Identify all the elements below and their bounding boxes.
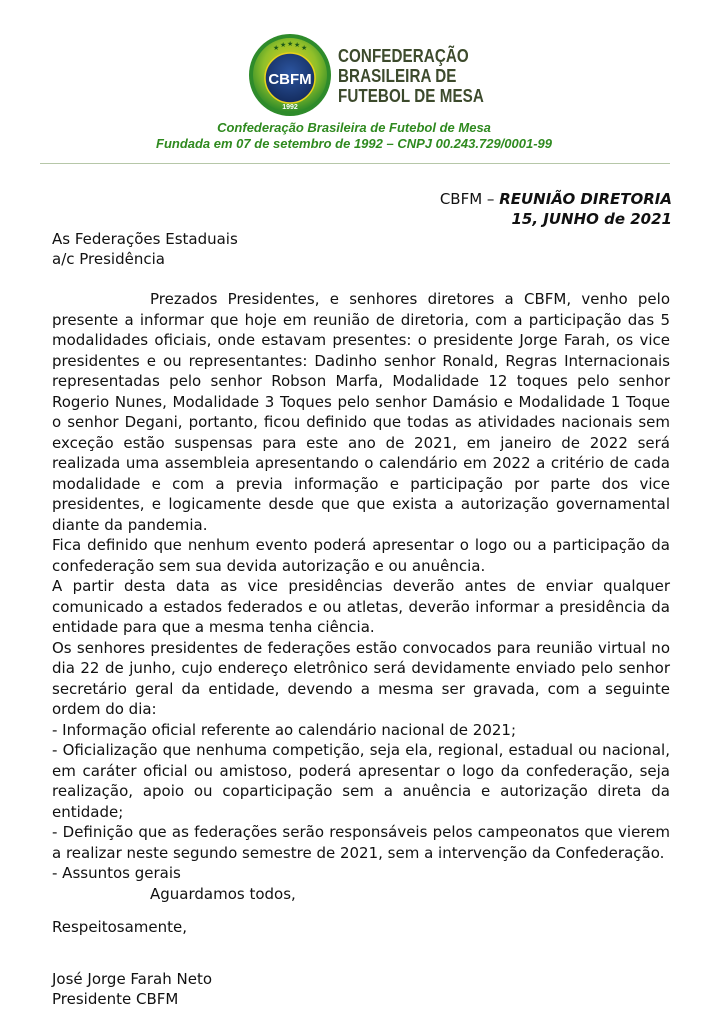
addressee-line: a/c Presidência bbox=[52, 250, 165, 268]
body-paragraph: Prezados Presidentes, e senhores diretores a CBFM, venho pelo presente a informar que hoje em reunião de diretoria, com a participação das 5 modalidades oficiais, onde estavam presentes: o presidente Jorge Farah, os vice presidentes e ou representantes: Dadinho senhor Ronald, Regras Internacionais representadas pelo senhor Robson Marfa, Modalidade 12 toques pelo senhor Rogerio Nunes, Modalidade 3 Toques pelo senhor Damásio e Modalidade 1 Toque o senhor Degani, portanto, ficou definido que todas as atividades nacionais sem exceção estão suspensas para este ano de 2021, em janeiro de 2022 será realizada uma assembleia apresentando o calendário em 2022 a critério de cada modalidade e com a previa informação e participação por parte dos vice presidentes, e logicamente desde que que exista a autorização governamental diante da pandemia. bbox=[52, 290, 670, 534]
meeting-title: REUNIÃO DIRETORIA bbox=[499, 190, 672, 208]
meeting-date: 15, JUNHO de 2021 bbox=[511, 210, 672, 228]
organization-name-line: CONFEDERAÇÃO bbox=[338, 45, 469, 66]
organization-name-line: BRASILEIRA DE bbox=[338, 65, 457, 86]
body-paragraph: Os senhores presidentes de federações estão convocados para reunião virtual no dia 22 de junho, cujo endereço eletrônico será devidamente enviado pelo senhor secretário geral da entidade, devendo a mesma ser gravada, com a seguinte ordem do dia: bbox=[52, 638, 670, 718]
meeting-heading bbox=[440, 189, 672, 229]
letter-body bbox=[52, 289, 670, 904]
addressee-line: As Federações Estaduais bbox=[52, 230, 238, 248]
agenda-item: - Oficialização que nenhuma competição, seja ela, regional, estadual ou nacional, em caráter oficial ou amistoso, poderá apresentar o logo da confederação, seja realização, apoio ou coparticipação sem a anuência e autorização direta da entidade; bbox=[52, 741, 670, 821]
letterhead-subtitle: Confederação Brasileira de Futebol de Mesa bbox=[217, 120, 491, 135]
signatory-role: Presidente CBFM bbox=[52, 990, 179, 1008]
body-paragraph: Fica definido que nenhum evento poderá apresentar o logo ou a participação da confederação sem sua devida autorização e ou anuência. bbox=[52, 536, 670, 575]
organization-name-line: FUTEBOL DE MESA bbox=[338, 85, 484, 106]
svg-text:★: ★ bbox=[280, 41, 287, 49]
signature-block bbox=[52, 969, 212, 1009]
signatory-name: José Jorge Farah Neto bbox=[52, 970, 213, 988]
svg-text:★: ★ bbox=[273, 44, 280, 52]
closing-line: Aguardamos todos, bbox=[150, 884, 296, 903]
addressee bbox=[52, 229, 238, 269]
letterhead-foundation-line: Fundada em 07 de setembro de 1992 – CNPJ 00.243.729/0001-99 bbox=[156, 136, 552, 151]
svg-text:★: ★ bbox=[287, 40, 294, 48]
svg-text:★: ★ bbox=[301, 44, 308, 52]
meeting-title-line bbox=[440, 189, 672, 209]
logo-year: 1992 bbox=[282, 104, 298, 111]
organization-name bbox=[338, 46, 484, 106]
header-divider bbox=[40, 163, 670, 164]
logo-monogram: CBFM bbox=[268, 71, 312, 88]
letterhead bbox=[0, 0, 708, 175]
svg-text:★: ★ bbox=[294, 41, 301, 49]
logo-icon bbox=[248, 33, 332, 117]
agenda-item: - Assuntos gerais bbox=[52, 864, 181, 882]
body-paragraph: A partir desta data as vice presidências deverão antes de enviar qualquer comunicado a estados federados e ou atletas, deverão informar a presidência da entidade para que a mesma tenha ciência. bbox=[52, 577, 670, 636]
cbfm-crest-logo bbox=[248, 33, 332, 117]
agenda-item: - Informação oficial referente ao calendário nacional de 2021; bbox=[52, 720, 516, 739]
signoff: Respeitosamente, bbox=[52, 918, 187, 936]
meeting-org: CBFM – bbox=[439, 190, 500, 208]
agenda-item: - Definição que as federações serão responsáveis pelos campeonatos que vierem a realizar neste segundo semestre de 2021, sem a intervenção da Confederação. bbox=[52, 823, 670, 862]
